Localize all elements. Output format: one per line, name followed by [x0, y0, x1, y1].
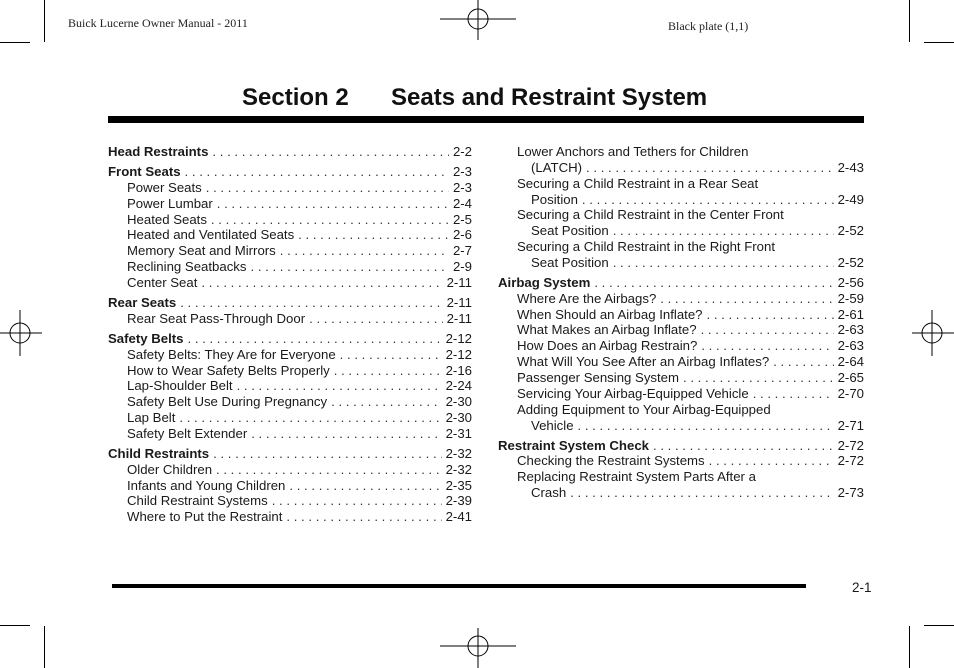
- toc-entry-label: Child Restraints: [108, 445, 210, 461]
- toc-entry-page: 2-56: [837, 274, 864, 290]
- toc-dot-leader: [251, 259, 449, 275]
- toc-entry[interactable]: [108, 462, 472, 478]
- toc-entry[interactable]: [108, 311, 472, 327]
- toc-entry-page: 2-63: [837, 322, 864, 338]
- crop-mark: [924, 625, 954, 626]
- toc-entry-page: 2-24: [445, 378, 472, 394]
- toc-dot-leader: [217, 196, 449, 212]
- toc-entry-label: Power Lumbar: [127, 195, 213, 211]
- toc-dot-leader: [237, 378, 442, 394]
- toc-dot-leader: [653, 438, 834, 454]
- toc-dot-leader: [613, 223, 834, 239]
- toc-dot-leader: [180, 295, 442, 311]
- toc-entry[interactable]: [498, 176, 864, 192]
- toc-column-left: [108, 144, 472, 525]
- toc-entry[interactable]: [108, 478, 472, 494]
- toc-entry-page: 2-2: [452, 144, 472, 159]
- title-rule: [108, 116, 864, 123]
- toc-entry[interactable]: [498, 418, 864, 434]
- toc-entry-label: Seat Position: [531, 254, 609, 270]
- toc-entry-page: 2-31: [445, 425, 472, 441]
- toc-entry-label: Heated and Ventilated Seats: [127, 227, 295, 243]
- toc-section-entry[interactable]: [108, 446, 472, 462]
- toc-entry-label: Lap Belt: [127, 410, 176, 426]
- toc-entry-page: 2-71: [837, 417, 864, 433]
- toc-entry-label: Where Are the Airbags?: [517, 290, 657, 306]
- toc-entry[interactable]: [108, 243, 472, 259]
- toc-entry-page: 2-32: [445, 445, 472, 461]
- toc-entry[interactable]: [498, 354, 864, 370]
- toc-entry-label: Replacing Restraint System Parts After a: [517, 469, 756, 485]
- toc-entry[interactable]: [498, 144, 864, 160]
- toc-entry[interactable]: [498, 322, 864, 338]
- toc-dot-leader: [773, 354, 833, 370]
- toc-entry-page: 2-52: [837, 223, 864, 239]
- toc-entry-label: Securing a Child Restraint in a Rear Seat: [517, 175, 759, 191]
- toc-entry-label: Head Restraints: [108, 144, 209, 159]
- toc-entry-label: Rear Seats: [108, 294, 177, 310]
- toc-dot-leader: [753, 386, 834, 402]
- toc-dot-leader: [286, 509, 441, 525]
- toc-entry[interactable]: [498, 485, 864, 501]
- toc-entry[interactable]: [498, 453, 864, 469]
- toc-entry-page: 2-73: [837, 485, 864, 501]
- toc-dot-leader: [660, 291, 833, 307]
- toc-entry[interactable]: [498, 402, 864, 418]
- toc-entry-label: What Will You See After an Airbag Inflates?: [517, 354, 770, 370]
- toc-entry[interactable]: [108, 394, 472, 410]
- toc-dot-leader: [179, 410, 441, 426]
- toc-entry-page: 2-32: [445, 461, 472, 477]
- toc-entry-label: How Does an Airbag Restrain?: [517, 338, 698, 354]
- toc-entry-page: 2-9: [452, 259, 472, 275]
- toc-entry-label: Infants and Young Children: [127, 477, 286, 493]
- toc-dot-leader: [594, 275, 833, 291]
- toc-dot-leader: [701, 322, 834, 338]
- toc-entry-label: Memory Seat and Mirrors: [127, 243, 276, 259]
- toc-entry-page: 2-41: [445, 509, 472, 525]
- toc-entry-page: 2-3: [452, 164, 472, 180]
- toc-entry-page: 2-49: [837, 191, 864, 207]
- toc-entry-page: 2-3: [452, 179, 472, 195]
- running-header-title: Buick Lucerne Owner Manual - 2011: [68, 16, 248, 30]
- toc-entry[interactable]: [498, 291, 864, 307]
- toc-entry-page: 2-11: [446, 310, 472, 326]
- toc-entry[interactable]: [108, 196, 472, 212]
- toc-entry-label: Crash: [531, 485, 567, 501]
- toc-entry[interactable]: [108, 509, 472, 525]
- toc-entry-label: Older Children: [127, 461, 213, 477]
- footer-rule: [112, 584, 806, 588]
- registration-mark-icon: [0, 310, 42, 356]
- toc-entry-label: Safety Belts: They Are for Everyone: [127, 346, 336, 362]
- toc-dot-leader: [289, 478, 441, 494]
- toc-entry[interactable]: [498, 239, 864, 255]
- toc-dot-leader: [212, 144, 449, 160]
- toc-entry[interactable]: [498, 386, 864, 402]
- crop-mark: [909, 626, 910, 668]
- toc-entry-label: Child Restraint Systems: [127, 493, 268, 509]
- toc-dot-leader: [578, 418, 834, 434]
- toc-entry-label: Securing a Child Restraint in the Center Front: [517, 207, 784, 223]
- crop-mark: [0, 42, 30, 43]
- toc-entry-label: What Makes an Airbag Inflate?: [517, 322, 697, 338]
- toc-entry[interactable]: [108, 363, 472, 379]
- toc-section-entry[interactable]: [498, 438, 864, 454]
- toc-column-right: [498, 144, 864, 501]
- toc-entry-page: 2-4: [452, 195, 472, 211]
- toc-entry-label: Safety Belt Extender: [127, 425, 248, 441]
- toc-dot-leader: [707, 307, 834, 323]
- toc-entry[interactable]: [498, 338, 864, 354]
- registration-mark-icon: [440, 0, 516, 40]
- toc-dot-leader: [298, 227, 449, 243]
- toc-entry-page: 2-16: [445, 362, 472, 378]
- toc-entry-label: Checking the Restraint Systems: [517, 453, 705, 469]
- toc-dot-leader: [206, 180, 449, 196]
- toc-dot-leader: [272, 493, 442, 509]
- toc-entry-label: Securing a Child Restraint in the Right Front: [517, 239, 776, 255]
- toc-entry[interactable]: [108, 493, 472, 509]
- toc-entry[interactable]: [498, 255, 864, 271]
- toc-entry-label: Rear Seat Pass-Through Door: [127, 310, 306, 326]
- crop-mark: [44, 626, 45, 668]
- toc-entry-label: Seat Position: [531, 223, 609, 239]
- toc-entry-label: Adding Equipment to Your Airbag-Equipped: [517, 401, 771, 417]
- toc-dot-leader: [586, 160, 834, 176]
- toc-dot-leader: [185, 164, 449, 180]
- toc-entry-page: 2-65: [837, 370, 864, 385]
- toc-entry[interactable]: [108, 426, 472, 442]
- toc-entry[interactable]: [498, 469, 864, 485]
- toc-dot-leader: [280, 243, 449, 259]
- registration-mark-icon: [912, 310, 954, 356]
- toc-dot-leader: [188, 331, 442, 347]
- toc-dot-leader: [570, 485, 833, 501]
- toc-entry-label: Where to Put the Restraint: [127, 509, 283, 525]
- toc-entry[interactable]: [498, 192, 864, 208]
- toc-section-entry[interactable]: [108, 164, 472, 180]
- toc-entry-page: 2-52: [837, 254, 864, 270]
- toc-entry-page: 2-6: [452, 227, 472, 243]
- toc-entry-page: 2-59: [837, 290, 864, 306]
- running-header-plate: Black plate (1,1): [668, 19, 749, 33]
- toc-entry-page: 2-30: [445, 394, 472, 410]
- toc-entry-page: 2-12: [445, 346, 472, 362]
- toc-dot-leader: [309, 311, 442, 327]
- toc-entry-page: 2-70: [837, 385, 864, 401]
- toc-entry-label: Power Seats: [127, 179, 202, 195]
- toc-entry-page: 2-64: [837, 354, 864, 370]
- toc-section-entry[interactable]: [108, 144, 472, 160]
- crop-mark: [44, 0, 45, 42]
- toc-dot-leader: [701, 338, 833, 354]
- crop-mark: [0, 625, 30, 626]
- toc-entry-page: 2-72: [837, 437, 864, 453]
- page-number: 2-1: [852, 580, 872, 595]
- toc-entry-label: (LATCH): [531, 159, 583, 175]
- toc-entry[interactable]: [498, 223, 864, 239]
- toc-entry-page: 2-12: [445, 330, 472, 346]
- toc-entry-page: 2-35: [445, 477, 472, 493]
- toc-entry[interactable]: [108, 378, 472, 394]
- toc-entry-label: Airbag System: [498, 274, 591, 290]
- toc-entry-label: Passenger Sensing System: [517, 370, 679, 385]
- toc-entry-page: 2-61: [837, 306, 864, 322]
- toc-entry-label: Servicing Your Airbag-Equipped Vehicle: [517, 385, 749, 401]
- toc-entry[interactable]: [108, 212, 472, 228]
- registration-mark-icon: [440, 628, 516, 668]
- toc-entry-page: 2-63: [837, 338, 864, 354]
- toc-entry-label: Safety Belt Use During Pregnancy: [127, 394, 328, 410]
- section-name: Seats and Restraint System: [391, 84, 708, 111]
- toc-entry-label: Position: [531, 191, 578, 207]
- crop-mark: [909, 0, 910, 42]
- toc-dot-leader: [201, 275, 442, 291]
- toc-entry[interactable]: [108, 259, 472, 275]
- toc-dot-leader: [213, 446, 441, 462]
- toc-entry-page: 2-5: [452, 211, 472, 227]
- toc-dot-leader: [251, 426, 441, 442]
- toc-entry[interactable]: [108, 410, 472, 426]
- toc-entry[interactable]: [108, 347, 472, 363]
- toc-entry[interactable]: [498, 370, 864, 386]
- toc-dot-leader: [683, 370, 834, 386]
- toc-entry-label: Front Seats: [108, 164, 181, 180]
- toc-entry-page: 2-43: [837, 159, 864, 175]
- section-number: Section 2: [242, 84, 349, 111]
- toc-dot-leader: [331, 394, 441, 410]
- toc-dot-leader: [709, 453, 834, 469]
- toc-entry-page: 2-11: [446, 294, 472, 310]
- toc-entry-page: 2-39: [445, 493, 472, 509]
- toc-entry-page: 2-72: [837, 453, 864, 469]
- toc-entry-label: Reclining Seatbacks: [127, 259, 247, 275]
- toc-entry-page: 2-11: [446, 274, 472, 290]
- toc-section-entry[interactable]: [108, 331, 472, 347]
- toc-entry-label: Heated Seats: [127, 211, 207, 227]
- toc-entry-label: Lower Anchors and Tethers for Children: [517, 144, 749, 159]
- toc-entry-page: 2-30: [445, 410, 472, 426]
- toc-dot-leader: [613, 255, 834, 271]
- toc-entry-label: How to Wear Safety Belts Properly: [127, 362, 330, 378]
- toc-entry-label: Restraint System Check: [498, 437, 649, 453]
- toc-entry[interactable]: [108, 180, 472, 196]
- toc-dot-leader: [211, 212, 449, 228]
- toc-entry-label: When Should an Airbag Inflate?: [517, 306, 703, 322]
- toc-dot-leader: [334, 363, 442, 379]
- crop-mark: [924, 42, 954, 43]
- toc-entry-label: Safety Belts: [108, 330, 184, 346]
- toc-dot-leader: [216, 462, 442, 478]
- toc-section-entry[interactable]: [108, 295, 472, 311]
- toc-entry-label: Center Seat: [127, 274, 198, 290]
- toc-entry[interactable]: [108, 275, 472, 291]
- toc-entry[interactable]: [108, 227, 472, 243]
- toc-entry[interactable]: [498, 207, 864, 223]
- toc-entry-label: Vehicle: [531, 417, 574, 433]
- toc-entry-label: Lap-Shoulder Belt: [127, 378, 233, 394]
- toc-dot-leader: [340, 347, 442, 363]
- toc-section-entry[interactable]: [498, 275, 864, 291]
- toc-entry[interactable]: [498, 160, 864, 176]
- toc-dot-leader: [582, 192, 834, 208]
- toc-entry-page: 2-7: [452, 243, 472, 259]
- toc-entry[interactable]: [498, 307, 864, 323]
